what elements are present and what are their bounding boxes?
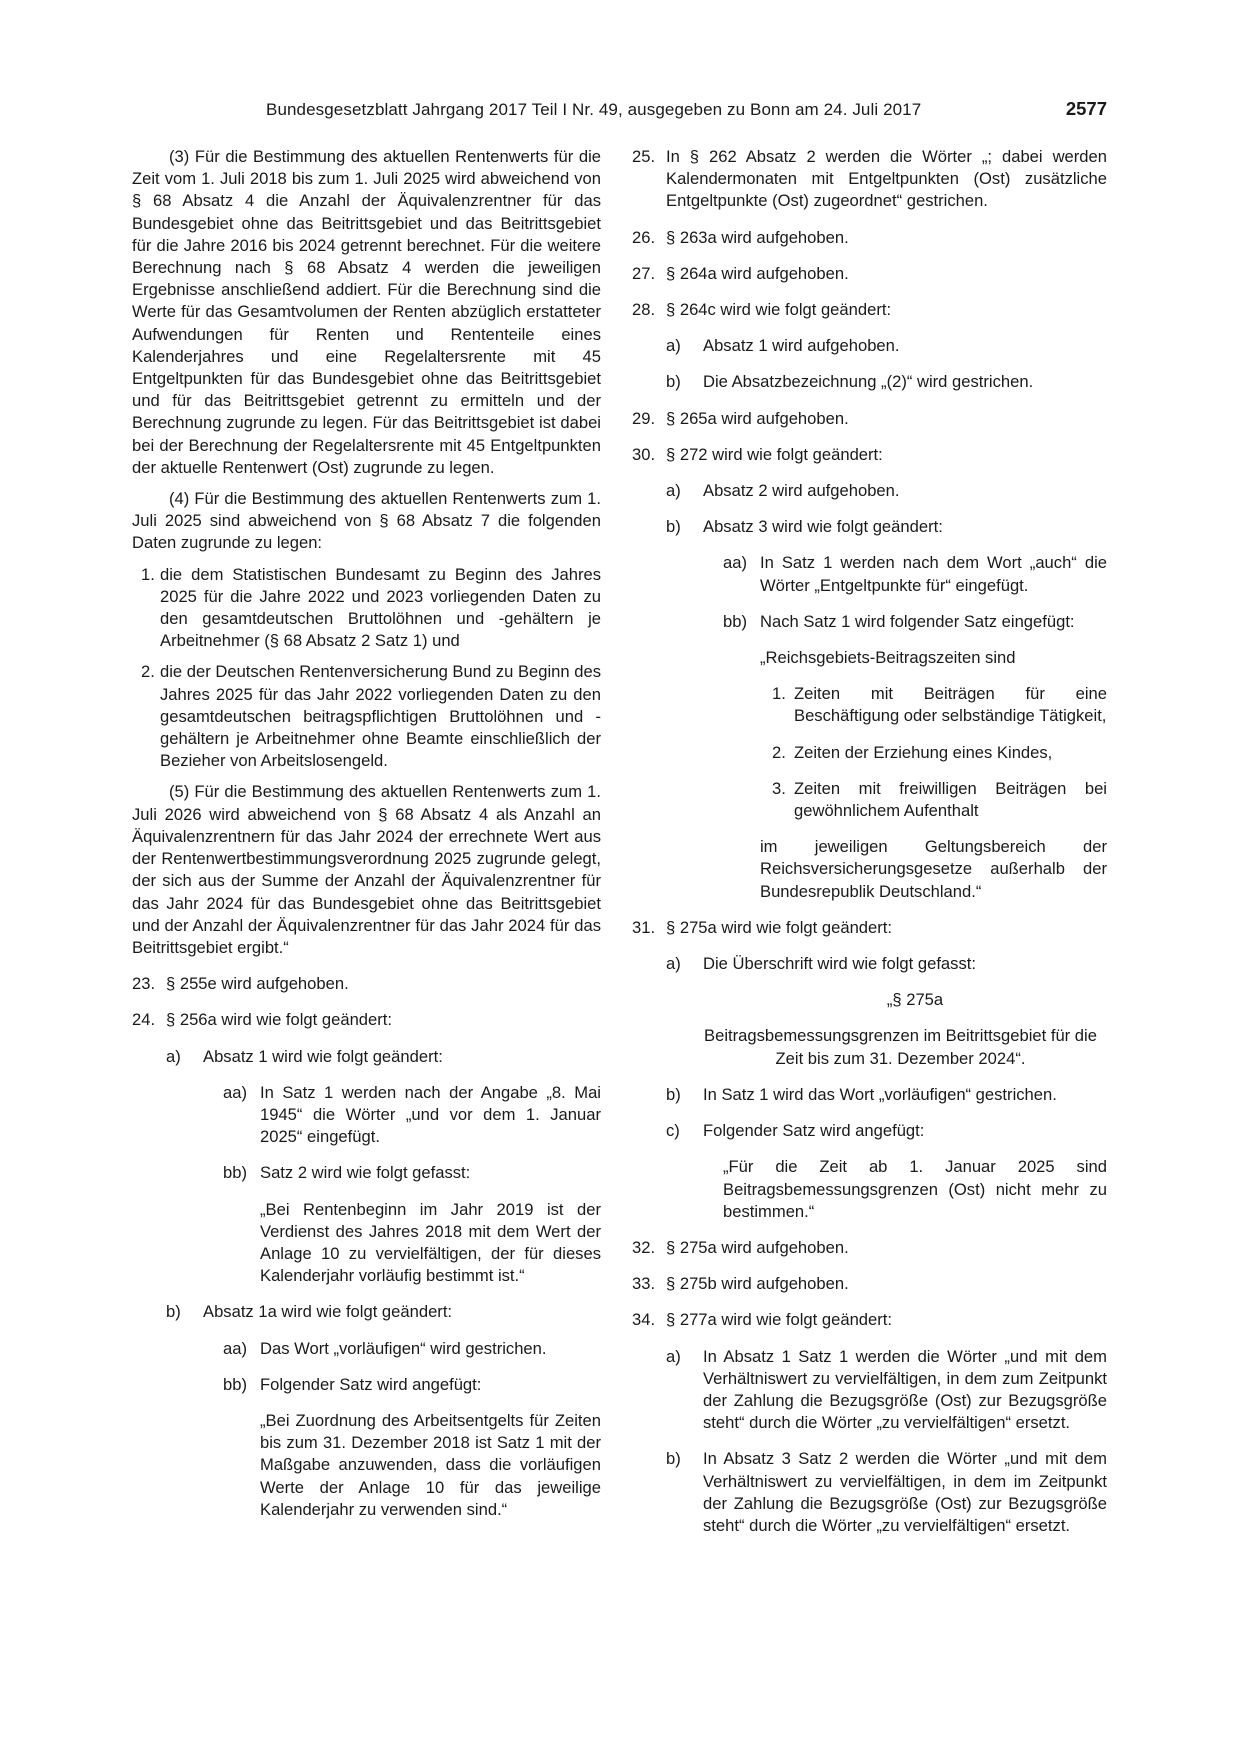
right-column [632,146,1107,1537]
amendment-text: § 272 wird wie folgt geändert: [666,444,883,464]
quoted-list-item [632,742,1107,764]
amendment-23 [132,973,601,995]
sub-item-text: Absatz 2 wird aufgehoben. [703,481,900,501]
sub-item-text: Absatz 3 wird wie folgt geändert: [703,517,943,537]
page-number: 2577 [1065,98,1107,119]
sub-item-text: In Satz 1 wird das Wort „vorläufigen“ gestrichen. [703,1084,1057,1104]
list-item [132,661,601,772]
sub-sub-item-letter: aa) [223,1338,247,1358]
sub-item-letter: a) [666,954,681,974]
sub-sub-item-aa [132,1338,601,1360]
amendment-text: In § 262 Absatz 2 werden die Wörter „; dabei werden Kalendermonaten mit Entgeltpunkten (Ost) zusätzliche Entgeltpunkte (Ost) zugeordnet“ gestrichen. [666,147,1107,211]
sub-item-letter: b) [666,517,681,537]
list-number: 2. [772,742,786,762]
amendment-33 [632,1273,1107,1295]
list-text: Zeiten der Erziehung eines Kindes, [794,742,1053,762]
list-item [132,564,601,653]
sub-item-letter: a) [666,481,681,501]
list-text: die dem Statistischen Bundesamt zu Beginn des Jahres 2025 für die Jahre 2022 und 2023 vorliegenden Daten zu den gesamtdeutschen Bruttolöhnen und -gehältern je Arbeitnehmer (§ 68 Absatz 2 Satz 1) und [160,564,601,651]
amendment-24 [132,1009,601,1031]
amendment-number: 33. [632,1274,656,1294]
amendment-number: 28. [632,300,656,320]
sub-item-letter: b) [666,372,681,392]
list-number: 3. [772,778,786,798]
list-number: 1. [141,564,155,584]
amendment-25 [632,146,1107,213]
amendment-text: § 277a wird wie folgt geändert: [666,1310,893,1330]
sub-sub-item-bb [132,1374,601,1396]
sub-item-letter: a) [666,1346,681,1366]
sub-sub-item-aa [132,1082,601,1149]
quoted-list-item [632,683,1107,727]
sub-item-b [632,371,1107,393]
amendment-number: 30. [632,444,656,464]
sub-item-a [632,1346,1107,1435]
amendment-number: 25. [632,147,656,166]
sub-sub-item-letter: aa) [223,1082,247,1102]
amendment-text: § 255e wird aufgehoben. [166,974,349,994]
sub-sub-item-text: Nach Satz 1 wird folgender Satz eingefügt: [760,611,1075,631]
paragraph-3: (3) Für die Bestimmung des aktuellen Rentenwerts für die Zeit vom 1. Juli 2018 bis zum 1. Juli 2025 wird abweichend von § 68 Absatz 4 die Anzahl der Äquivalenzrentner für das Bundesgebiet ohne das Beitrittsgebiet und das Beitrittsgebiet für die Jahre 2016 bis 2024 getrennt berechnet. Für die weitere Berechnung nach § 68 Absatz 4 werden die jeweiligen Ergebnisse anschließend addiert. Für die Berechnung sind die Werte für das Gesamtvolumen der Renten abzüglich erstatteter Aufwendungen für Renten und Rententeile eines Kalenderjahres und eine Regelaltersrente mit 45 Entgeltpunkten für das Bundesgebiet ohne das Beitrittsgebiet und für das Beitrittsgebiet getrennt zu ermitteln und der Berechnung zugrunde zu legen. Für das Beitrittsgebiet ist dabei bei der Berechnung der Regelaltersrente mit 45 Entgeltpunkten der aktuelle Rentenwert (Ost) zugrunde zu legen. [132,147,601,477]
sub-sub-item-bb [632,611,1107,633]
quoted-list-item [632,778,1107,822]
sub-item-a [132,1046,601,1068]
sub-sub-item-text: In Satz 1 werden nach dem Wort „auch“ die Wörter „Entgeltpunkte für“ eingefügt. [760,553,1107,595]
amendment-text: § 264c wird wie folgt geändert: [666,300,892,320]
quoted-intro: „Reichsgebiets-Beitragszeiten sind [760,648,1016,668]
amendment-text: § 263a wird aufgehoben. [666,227,849,247]
paragraph-4: (4) Für die Bestimmung des aktuellen Rentenwerts zum 1. Juli 2025 sind abweichend von § 68 Absatz 7 die folgenden Daten zugrunde zu legen: [132,489,601,553]
sub-item-b [632,1448,1107,1537]
sub-item-text: In Absatz 1 Satz 1 werden die Wörter „und mit dem Verhältniswert zu vervielfältigen, in dem zum Zeitpunkt der Zahlung die Bezugsgröße (Ost) zur Bezugsgröße steht“ durch die Wörter „zu vervielfältigen“ ersetzt. [703,1346,1107,1433]
sub-sub-item-letter: aa) [723,553,747,573]
sub-item-text: Die Absatzbezeichnung „(2)“ wird gestrichen. [703,372,1034,392]
amendment-number: 23. [132,974,156,994]
amendment-text: § 264a wird aufgehoben. [666,263,849,283]
sub-sub-item-text: Satz 2 wird wie folgt gefasst: [260,1163,471,1183]
sub-item-text: Absatz 1 wird wie folgt geändert: [203,1046,443,1066]
amendment-number: 29. [632,408,656,428]
gazette-title: Bundesgesetzblatt Jahrgang 2017 Teil I Nr. 49, ausgegeben zu Bonn am 24. Juli 2017 [266,100,922,119]
list-number: 1. [772,684,786,704]
sub-sub-item-text: In Satz 1 werden nach der Angabe „8. Mai 1945“ die Wörter „und vor dem 1. Januar 2025“ eingefügt. [260,1082,601,1147]
sub-item-c [632,1120,1107,1142]
quoted-text: „Bei Rentenbeginn im Jahr 2019 ist der Verdienst des Jahres 2018 mit dem Wert der Anlage 10 zu vervielfältigen, der für dieses Kalenderjahr vorläufig bestimmt ist.“ [260,1199,601,1286]
amendment-text: § 275a wird aufgehoben. [666,1237,849,1257]
sub-sub-item-bb [132,1162,601,1184]
sub-item-text: Absatz 1a wird wie folgt geändert: [203,1302,453,1322]
sub-sub-item-text: Das Wort „vorläufigen“ wird gestrichen. [260,1338,547,1358]
amendment-28 [632,299,1107,321]
list-text: Zeiten mit freiwilligen Beiträgen bei gewöhnlichem Aufenthalt [794,778,1107,821]
amendment-text: § 275a wird wie folgt geändert: [666,917,893,937]
sub-item-letter: c) [666,1121,680,1141]
sub-sub-item-letter: bb) [223,1163,247,1183]
sub-sub-item-aa [632,552,1107,596]
amendment-27 [632,263,1107,285]
sub-item-a [632,953,1107,975]
paragraph-5: (5) Für die Bestimmung des aktuellen Rentenwerts zum 1. Juli 2026 wird abweichend von § 68 Absatz 4 als Anzahl an Äquivalenzrentnern für das Jahr 2024 der errechnete Wert aus der Rentenwertbestimmungsverordnung 2025 zugrunde gelegt, der sich aus der Summe der Anzahl der Äquivalenzrentner für das Jahr 2024 für das Bundesgebiet ohne das Beitrittsgebiet und der Anzahl der Äquivalenzrentner für das Jahr 2024 für das Beitrittsgebiet ergibt.“ [132,782,601,957]
sub-sub-item-letter: bb) [723,611,747,631]
sub-item-b [632,516,1107,538]
amendment-31 [632,917,1107,939]
amendment-number: 24. [132,1010,156,1030]
sub-item-letter: a) [166,1046,181,1066]
sub-item-b [632,1084,1107,1106]
sub-item-a [632,335,1107,357]
quoted-text: „Bei Zuordnung des Arbeitsentgelts für Zeiten bis zum 31. Dezember 2018 ist Satz 1 mit der Maßgabe anzuwenden, dass die vorläufigen Werte der Anlage 10 für das jeweilige Kalenderjahr zu verwenden sind.“ [260,1410,601,1519]
amendment-number: 26. [632,227,656,247]
sub-item-b [132,1301,601,1323]
amendment-text: § 256a wird wie folgt geändert: [166,1010,393,1030]
list-number: 2. [141,662,155,682]
amendment-text: § 265a wird aufgehoben. [666,408,849,428]
list-text: die der Deutschen Rentenversicherung Bund zu Beginn des Jahres 2025 für das Jahr 2022 vorliegenden Daten zu den gesamtdeutschen beitragspflichtigen Bruttolöhnen und -gehältern je Arbeitnehmer ohne Beamte einschließlich der Bezieher von Arbeitslosengeld. [160,662,601,771]
sub-item-a [632,480,1107,502]
amendment-text: § 275b wird aufgehoben. [666,1274,849,1294]
amendment-29 [632,408,1107,430]
amendment-34 [632,1309,1107,1331]
amendment-number: 32. [632,1237,656,1257]
quoted-outro: im jeweiligen Geltungsbereich der Reichsversicherungsgesetze außerhalb der Bundesrepublik Deutschland.“ [760,837,1107,901]
sub-sub-item-letter: bb) [223,1374,247,1394]
list-text: Zeiten mit Beiträgen für eine Beschäftigung oder selbständige Tätigkeit, [794,684,1107,726]
sub-item-text: Die Überschrift wird wie folgt gefasst: [703,954,976,974]
sub-item-letter: b) [666,1449,681,1469]
amendment-26 [632,227,1107,249]
sub-item-text: In Absatz 3 Satz 2 werden die Wörter „und mit dem Verhältniswert zu vervielfältigen, in dem im Zeitpunkt der Zahlung die Bezugsgröße (Ost) zur Bezugsgröße steht“ durch die Wörter „zu vervielfältigen“ ersetzt. [703,1449,1107,1535]
page-header [132,100,1107,126]
sub-item-text: Folgender Satz wird angefügt: [703,1121,925,1141]
amendment-number: 31. [632,917,656,937]
amendment-30 [632,444,1107,466]
sub-item-letter: b) [666,1084,681,1104]
section-heading-title: Beitragsbemessungsgrenzen im Beitrittsgebiet für die Zeit bis zum 31. Dezember 2024“. [704,1026,1097,1068]
amendment-32 [632,1237,1107,1259]
section-heading: „§ 275a [886,990,944,1010]
sub-item-text: Absatz 1 wird aufgehoben. [703,336,900,356]
left-column [132,146,601,1521]
sub-sub-item-text: Folgender Satz wird angefügt: [260,1374,482,1394]
amendment-number: 34. [632,1310,656,1330]
sub-item-letter: b) [166,1302,181,1322]
sub-item-letter: a) [666,336,681,356]
amendment-number: 27. [632,263,656,283]
quoted-text: „Für die Zeit ab 1. Januar 2025 sind Beitragsbemessungsgrenzen (Ost) nicht mehr zu bestimmen.“ [723,1157,1107,1221]
